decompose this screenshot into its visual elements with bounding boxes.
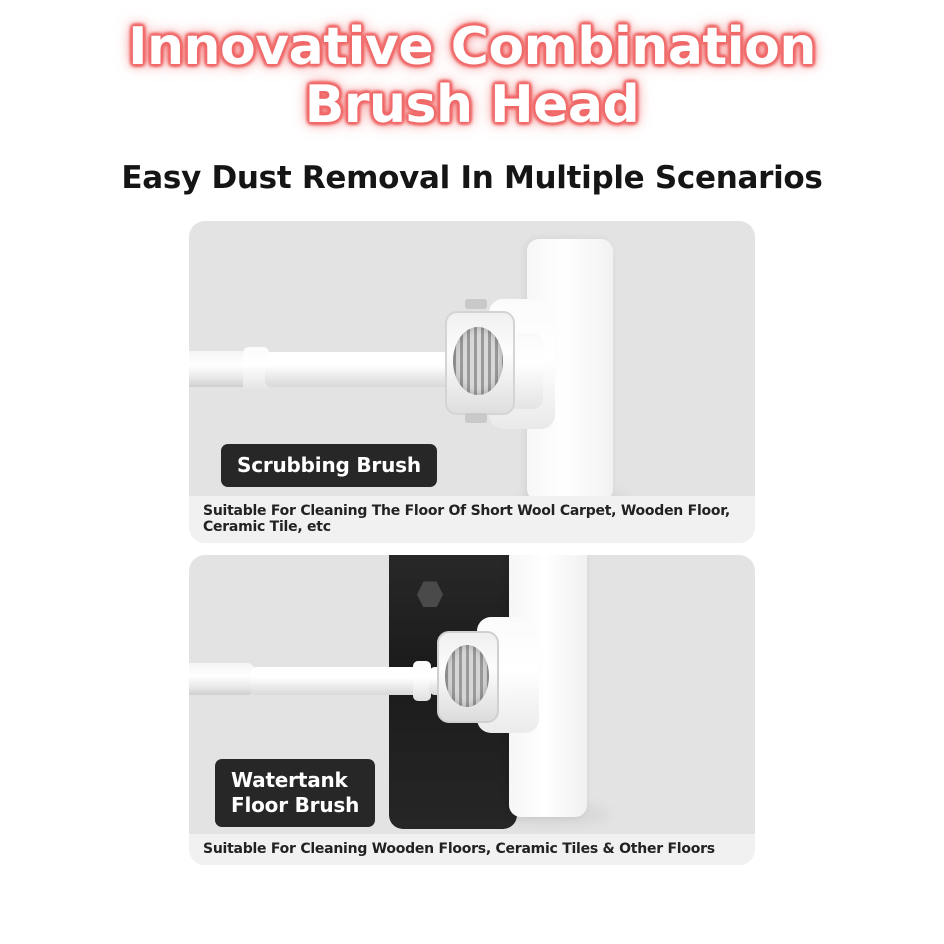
card-caption-scrubbing-brush: Suitable For Cleaning The Floor Of Short Wool Carpet, Wooden Floor, Ceramic Tile, etc (189, 496, 755, 543)
card-label-watertank-floor-brush (215, 759, 375, 827)
headline-line-1: Innovative Combination (128, 17, 816, 77)
bellows-icon (453, 327, 503, 395)
brush-socket (437, 631, 499, 723)
scrubbing-brush-illustration (189, 221, 755, 543)
card-scrubbing-brush (189, 221, 755, 543)
headline (0, 0, 944, 134)
brush-socket (445, 311, 515, 415)
card-watertank-floor-brush (189, 555, 755, 865)
product-cards (0, 221, 944, 865)
wand-grip (189, 663, 255, 695)
card-caption-watertank-floor-brush: Suitable For Cleaning Wooden Floors, Ceramic Tiles & Other Floors (189, 834, 755, 865)
subheadline: Easy Dust Removal In Multiple Scenarios (121, 160, 823, 197)
wand-tube (251, 667, 421, 695)
card-label-scrubbing-brush: Scrubbing Brush (221, 444, 437, 487)
socket-pin-top (465, 299, 487, 309)
card-label-line-2: Floor Brush (231, 793, 360, 818)
wand-grip (189, 351, 249, 387)
headline-line-2: Brush Head (304, 75, 640, 136)
card-label-line-1: Watertank (231, 768, 348, 793)
bellows-icon (445, 645, 489, 707)
socket-pin-bottom (465, 413, 487, 423)
